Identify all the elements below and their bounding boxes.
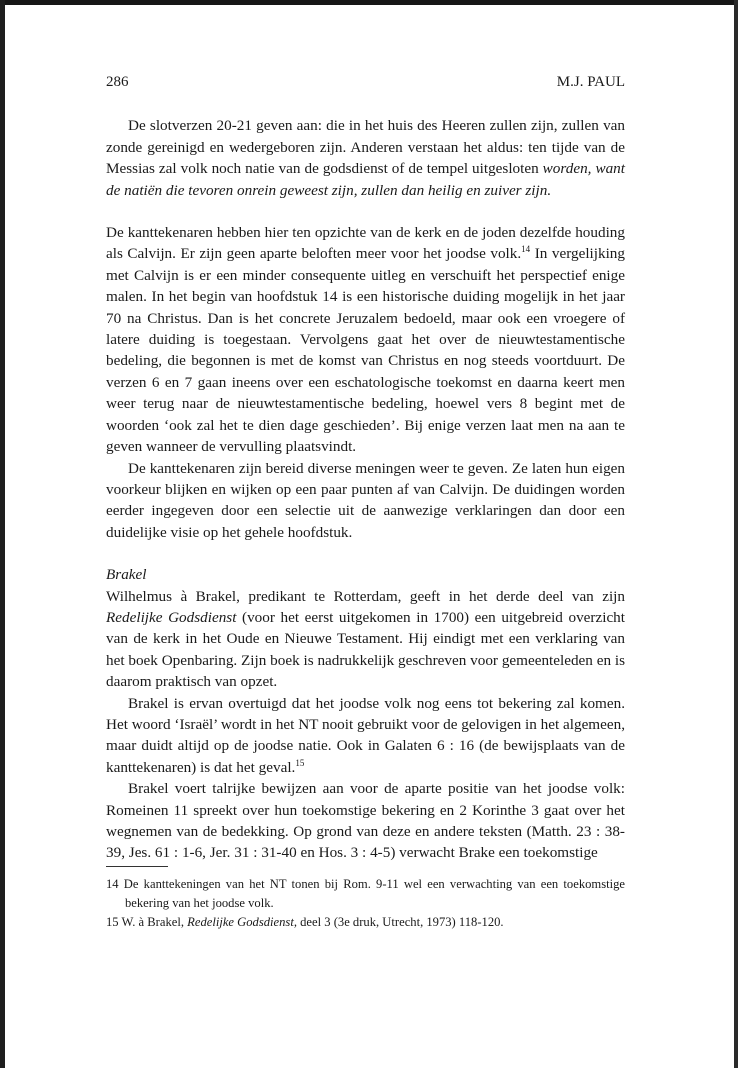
para1-text-a: De kanttekenaren hebben hier ten opzichte van de kerk en de joden dezelfde houding als Calvijn. Er zijn geen aparte beloften meer voor het joodse volk. [106, 224, 625, 263]
quote-text: De slotverzen 20-21 geven aan: die in het huis des Heeren zullen zijn, zullen van zonde gereinigd en wedergeboren zijn. Anderen verstaan het aldus: ten tijde van de Messias zal volk noch natie van de godsdienst of de tempel uitgesloten [106, 117, 625, 178]
scan-edge-right [734, 0, 738, 1068]
book-title: Redelijke Godsdienst [106, 608, 237, 626]
footnote-ref-15: 15 [295, 757, 305, 768]
footnote-15 [106, 913, 625, 932]
footnote-15-text-a: 15 W. à Brakel, [106, 914, 188, 929]
running-header [106, 72, 625, 93]
footnote-ref-14: 14 [521, 244, 531, 255]
para3-text-a: Wilhelmus à Brakel, predikant te Rotterdam, geeft in het derde deel van zijn [106, 587, 625, 605]
footnote-15-text-b: deel 3 (3e druk, Utrecht, 1973) 118-120. [296, 914, 504, 929]
paragraph-bewijzen: Brakel voert talrijke bewijzen aan voor de aparte positie van het joodse volk: Romeinen 11 spreekt over hun toekomstige bekering en 2 Korinthe 3 gaat over het wegnemen van de bedekking. Op grond van deze en andere teksten (Matth. 23 : 38-39, Jes. 61 : 1-6, Jer. 31 : 31-40 en Hos. 3 : 4-5) verwacht Brake een toekomstige [106, 780, 625, 862]
footnote-14: 14 De kanttekeningen van het NT tonen bij Rom. 9-11 wel een verwachting van een toekomstige bekering van het joodse volk. [106, 876, 625, 910]
paragraph-israel [106, 693, 625, 779]
paragraph-gap [106, 543, 625, 564]
paragraph-meningen: De kanttekenaren zijn bereid diverse meningen weer te geven. Ze laten hun eigen voorkeur blijken en wijken op een paar punten af van Calvijn. De duidingen worden eerder ingegeven door een selectie uit de aanwezige verklaringen dan door een duidelijke visie op het gehele hoofdstuk. [106, 459, 625, 541]
scan-edge-left [0, 0, 5, 1068]
quote-paragraph [106, 115, 625, 201]
para3-text-b: (voor het eerst uitgekomen in 1700) een uitgebreid overzicht van de kerk in het Oude en Nieuwe Testament. Hij eindigt met een verklaring van het boek Openbaring. Zijn boek is nadrukkelijk geschreven voor gemeenteleden en is daarom praktisch van opzet. [106, 608, 625, 691]
paragraph-brakel-intro [106, 586, 625, 693]
footnote-separator [106, 866, 168, 867]
running-author: M.J. PAUL [556, 74, 625, 90]
section-heading: Brakel [106, 566, 147, 584]
footnote-15-title: Redelijke Godsdienst, [187, 914, 297, 929]
scan-edge-top [0, 0, 738, 5]
paragraph-kanttekenaren [106, 222, 625, 457]
paragraph-gap [106, 201, 625, 222]
page-number: 286 [106, 74, 129, 90]
quote-italic: worden, want de natiën die tevoren onrein geweest zijn, zullen dan heilig en zuiver zijn. [106, 160, 625, 199]
para1-text-b: In vergelijking met Calvijn is er een minder consequente uitleg en verschuift het perspectief enige malen. In het begin van hoofdstuk 14 is een historische duiding mogelijk in het jaar 70 na Christus. Dan is het concrete Jeruzalem bedoeld, maar ook een vroegere of latere duiding is toegestaan. Vervolgens gaat het over de nieuwtestamentische bedeling, die begonnen is met de komst van Christus en nog steeds voortduurt. De verzen 6 en 7 gaan ineens over een eschatologische toekomst en daarna keert men weer terug naar de nieuwtestamentische bedeling, hoewel vers 8 begint met de woorden ‘ook zal het te dien dage geschieden’. Bij enige verzen laat men na aan te geven wanneer de vervulling plaatsvindt. [106, 245, 625, 456]
book-page [106, 72, 625, 932]
para4-text: Brakel is ervan overtuigd dat het joodse volk nog eens tot bekering zal komen. Het woord ‘Israël’ wordt in het NT nooit gebruikt voor de gelovigen in het algemeen, maar duidt altijd op de joodse natie. Ook in Galaten 6 : 16 (de bewijsplaats van de kanttekenaren) is dat het geval. [106, 694, 625, 776]
